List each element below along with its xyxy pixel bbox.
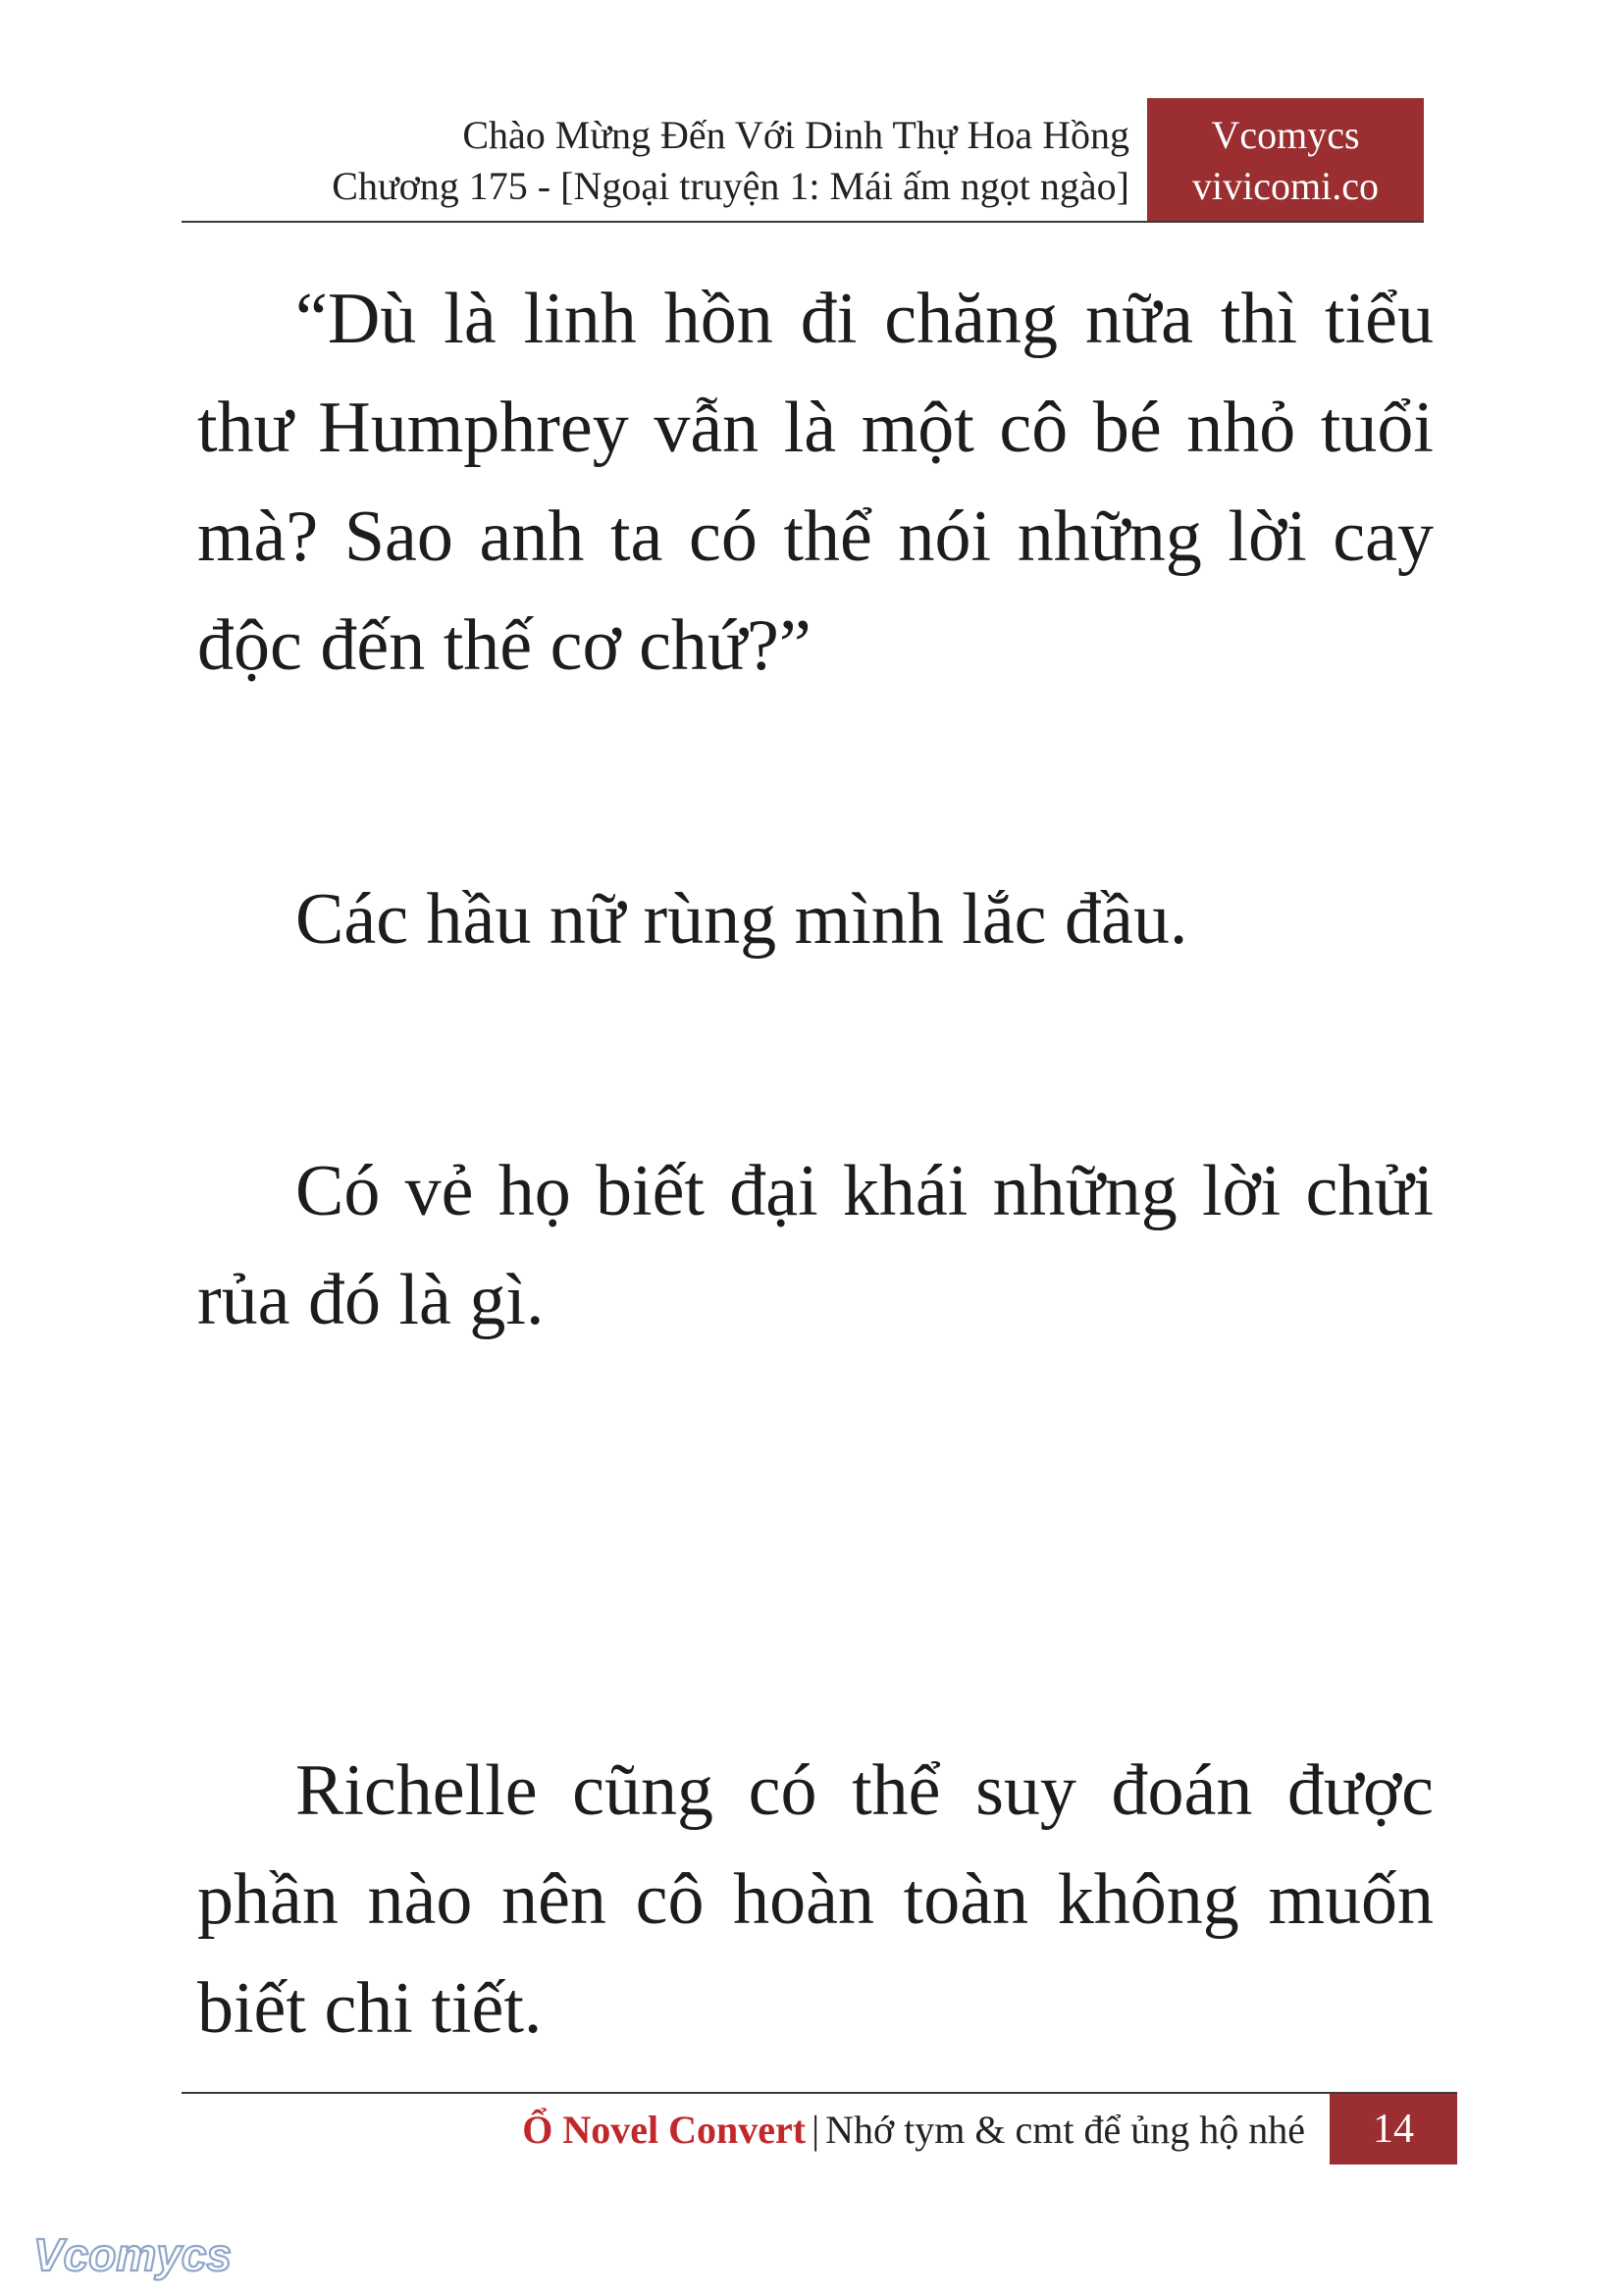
footer-separator: | (812, 2108, 820, 2152)
watermark-text: Vcomycs (33, 2229, 233, 2280)
paragraph: “Dù là linh hồn đi chăng nữa thì tiểu thư Humphrey vẫn là một cô bé nhỏ tuổi mà? Sao anh ta có thể nói những lời cay độc đến thế cơ chứ?” (197, 279, 1434, 686)
footer-brand: Ổ Novel Convert (522, 2108, 807, 2152)
header-titles (332, 110, 1129, 212)
chapter-title: Chương 175 - [Ngoại truyện 1: Mái ấm ngọt ngào] (332, 164, 1129, 208)
page-number: 14 (1330, 2094, 1457, 2165)
footer-text (522, 2106, 1305, 2155)
book-title: Chào Mừng Đến Với Dinh Thự Hoa Hồng (462, 113, 1129, 157)
page-header (182, 98, 1424, 223)
header-brand-box (1147, 98, 1424, 221)
watermark-logo (29, 2225, 245, 2284)
paragraph: Richelle cũng có thể suy đoán được phần nào nên cô hoàn toàn không muốn biết chi tiết. (197, 1750, 1434, 2049)
brand-site: vivicomi.co (1192, 164, 1379, 208)
page-footer (182, 2092, 1457, 2165)
paragraph: Các hầu nữ rùng mình lắc đầu. (295, 879, 1188, 960)
footer-message: Nhớ tym & cmt để ủng hộ nhé (825, 2108, 1305, 2152)
brand-name: Vcomycs (1211, 113, 1360, 157)
paragraph: Có vẻ họ biết đại khái những lời chửi rủa đó là gì. (197, 1151, 1434, 1340)
